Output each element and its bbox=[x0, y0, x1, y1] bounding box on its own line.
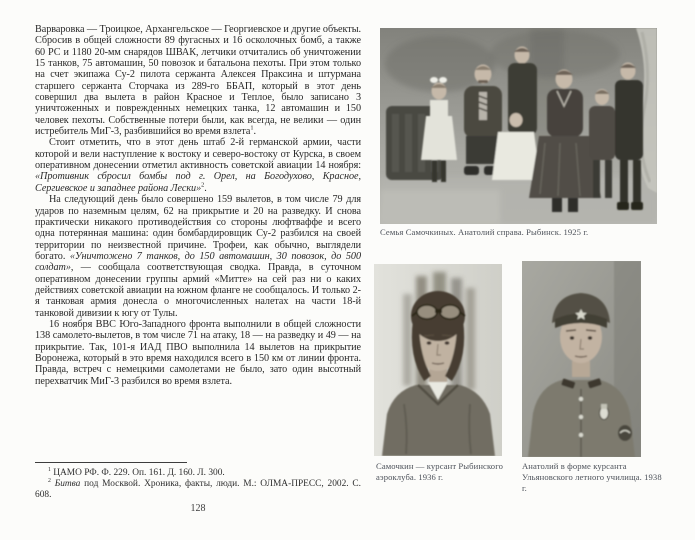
paragraph bbox=[35, 319, 361, 387]
footnote-marker: 1 bbox=[48, 466, 51, 473]
text-segment: Стоит отметить, что в этот день штаб 2-й германской армии, части которой и вели наступление к востоку и северо-востоку от Курска, в своем оперативном донесении отметил активность советской авиации 14 ноября: bbox=[35, 137, 361, 172]
text-segment: ЦАМО РФ. Ф. 229. Оп. 161. Д. 160. Л. 300. bbox=[50, 468, 225, 478]
quoted-italic-text: «Уничтожено 7 танков, до 150 автомашин, 30 повозок, до 500 солдат» bbox=[35, 250, 361, 274]
uniform-photo-caption: Анатолий в форме курсанта Ульяновского летного училища. 1938 г. bbox=[522, 461, 662, 493]
text-segment: Варваровка — Троицкое, Архангельское — Георгиевское и другие объекты. Сбросив в общей сложности 89 фугасных и 16 осколочных бомб, а также 60 РС и 1180 20-мм снарядов ШВАК, летчики отчитались об уничтожении 15 танков, 75 автомашин, 50 повозок и батальона пехоты. При этом только на счет экипажа Су-2 пилота сержанта Алексея Праксина и штурмана старшего сержанта Сторчака из 289-го ББАП, который в этот день совершил два вылета в район Красное и Теплое, было записано 3 уничтоженных и поврежденных немецких танка, 12 автомашин и 150 человек пехоты. Собственные потери были, как всегда, не велики — один истребитель МиГ-3, разбившийся во время взлета bbox=[35, 24, 361, 138]
paragraph bbox=[35, 194, 361, 319]
footnote-marker: 2 bbox=[48, 477, 51, 484]
uniform-photo-image bbox=[522, 261, 641, 457]
family-photo-image bbox=[380, 28, 657, 224]
text-segment: под Москвой. Хроника, факты, люди. М.: ОЛМА-ПРЕСС, 2002. С. 608. bbox=[35, 479, 361, 500]
uniform-photo bbox=[522, 261, 641, 457]
text-segment: . bbox=[204, 182, 207, 194]
footnote-block bbox=[35, 462, 361, 501]
paragraph bbox=[35, 24, 361, 137]
family-photo-caption: Семья Самочкиных. Анатолий справа. Рыбинск. 1925 г. bbox=[380, 227, 589, 237]
footnotes bbox=[35, 468, 361, 501]
text-segment: . bbox=[253, 126, 256, 138]
family-photo bbox=[380, 28, 657, 224]
text-segment: На следующий день было совершено 159 вылетов, в том числе 79 для ударов по наземным целям, 62 на прикрытие и 20 на разведку. И снова практически никакого противодействия со стороны люфтваффе и всего одна потерянная машина: один бомбардировщик Су-2 разбился на своей территории по неизвестной причине. Трофеи, как обычно, выглядели богато. bbox=[35, 194, 361, 262]
text-segment: , — сообщала соответствующая сводка. Правда, в суточном оперативном донесении группы армий «Митте» на сей раз ни о каких действиях советской авиации на южном фланге не сообщалось. И только 2-я танковая армия донесла о многочисленных налетах на части 18-й танковой дивизии к югу от Тулы. bbox=[35, 262, 361, 319]
aeroclub-photo-caption: Самочкин — курсант Рыбинского аэроклуба. 1936 г. bbox=[376, 461, 504, 482]
aeroclub-photo-image bbox=[374, 264, 502, 456]
footnote-marker: 1 bbox=[250, 124, 254, 132]
footnote bbox=[35, 479, 361, 501]
paragraph bbox=[35, 137, 361, 194]
footnote-marker: 2 bbox=[201, 181, 205, 189]
footnote bbox=[35, 468, 361, 479]
quoted-italic-text: Битва bbox=[54, 479, 81, 489]
text-segment: 16 ноября ВВС Юго-Западного фронта выполнили в общей сложности 138 самолето-вылетов, в том числе 71 на атаку, 18 — на разведку и 49 — на прикрытие. Так, 101-я ИАД ПВО выполнила 14 вылетов на прикрытие Воронежа, который в это время находился всего в 150 км от линии фронта. Правда, встреч с немецкими самолетами не было, зато один высотный перехватчик МиГ-3 разбился во время взлета. bbox=[35, 318, 361, 387]
page-number: 128 bbox=[190, 503, 206, 514]
aeroclub-photo bbox=[374, 264, 502, 456]
quoted-italic-text: «Противник сбросил бомбы под г. Орел, на Богодухово, Красное, Сергиевское и западнее района Лески» bbox=[35, 171, 361, 194]
footnote-separator bbox=[35, 462, 187, 463]
left-page bbox=[35, 24, 361, 387]
body-text bbox=[35, 24, 361, 387]
